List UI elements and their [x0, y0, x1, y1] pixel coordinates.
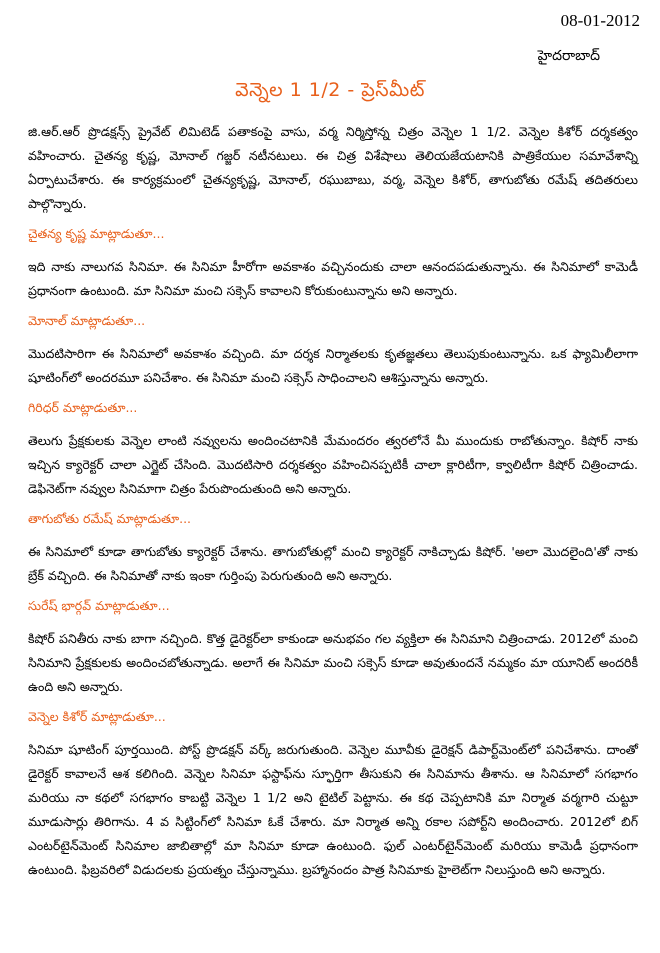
section-text-monal: మొదటిసారిగా ఈ సినిమాలో అవకాశం వచ్చింది. మా దర్శక నిర్మాతలకు కృతజ్ఞతలు తెలుపుకుంటున్నాను. ఒక ఫ్యామిలీలాగా షూటింగ్‌లో అందరమూ పనిచేశాం. ఈ సినిమా మంచి సక్సెస్ సాధించాలని ఆశిస్తున్నాను అన్నారు.	[28, 346, 638, 385]
section-text-chaitanya: ఇది నాకు నాలుగవ సినిమా. ఈ సినిమా హీరోగా అవకాశం వచ్చినందుకు చాలా ఆనందపడుతున్నాను. ఈ సినిమాలో కామెడీ ప్రధానంగా ఉంటుంది. మా సినిమా మంచి సక్సెస్ కావాలని కోరుకుంటున్నాను అని అన్నారు.	[28, 259, 638, 298]
section-heading-kishore: వెన్నెల కిశోర్ మాట్లాడుతూ...	[28, 709, 166, 724]
section-heading-monal: మోనాల్ మాట్లాడుతూ...	[28, 313, 146, 328]
section-heading-giridhar: గిరిధర్ మాట్లాడుతూ...	[28, 400, 138, 415]
section-heading-ramesh: తాగుబోతు రమేష్ మాట్లాడుతూ...	[28, 511, 192, 526]
section-text-ramesh: ఈ సినిమాలో కూడా తాగుబోతు క్యారెక్టర్ చేశాను. తాగుబోతుల్లో మంచి క్యారెక్టర్ నాకిచ్చాడు కిషోర్. 'అలా మొదలైంది'తో నాకు బ్రేక్ వచ్చింది. ఈ సినిమాతో నాకు ఇంకా గుర్తింపు పెరుగుతుంది అని అన్నారు.	[28, 544, 638, 583]
intro-paragraph: జి.ఆర్.ఆర్ ప్రొడక్షన్స్ ప్రైవేట్ లిమిటెడ్ పతాకంపై వాసు, వర్మ నిర్మిస్తోన్న చిత్రం వెన్నెల 1 1/2. వెన్నెల కిశోర్ దర్శకత్వం వహించారు. చైతన్య కృష్ణ, మోనాల్ గజ్జర్ నటీనటులు. ఈ చిత్ర విశేషాలు తెలియజేయటానికి పాత్రికేయుల సమావేశాన్ని ఏర్పాటుచేశారు. ఈ కార్యక్రమంలో చైతన్యకృష్ణ, మోనాల్, రఘుబాబు, వర్మ, వెన్నెల కిశోర్, తాగుబోతు రమేష్ తదితరులు పాల్గొన్నారు.	[28, 124, 638, 211]
section-heading-chaitanya: చైతన్య కృష్ణ మాట్లాడుతూ...	[28, 226, 165, 241]
section-text-kishore: సినిమా షూటింగ్ పూర్తయింది. పోస్ట్ ప్రొడక్షన్ వర్క్ జరుగుతుంది. వెన్నెల మూవీకు డైరెక్షన్ డిపార్ట్‌మెంట్‌లో పనిచేశాను. దాంతో డైరెక్టర్ కావాలనే ఆశ కలిగింది. వెన్నెల సినిమా ఫస్టాఫ్‌ను స్ఫూర్తిగా తీసుకుని ఈ సినిమాను తీశాను. ఆ సినిమాలో సగభాగం మరియు నా కథలో సగభాగం కాబట్టి వెన్నెల 1 1/2 అని టైటిల్ పెట్టాను. ఈ కథ చెప్పటానికి మా నిర్మాత వర్మగారి చుట్టూ మూడుసార్లు తిరిగాను. 4 వ సిట్టింగ్‌లో సినిమా ఓకే చేశారు. మా నిర్మాత అన్ని రకాల సపోర్ట్‌ని అందించారు. 2012లో బిగ్ ఎంటర్‌టైన్‌మెంట్ సినిమాల జాబితాల్లో మా సినిమా కూడా ఉంటుంది. ఫుల్ ఎంటర్‌టైన్‌మెంట్ మరియు కామెడీ ప్రధానంగా ఉంటుంది. ఫిబ్రవరిలో విడుదలకు ప్రయత్నం చేస్తున్నాము. బ్రహ్మానందం పాత్ర సినిమాకు హైలెట్‌గా నిలుస్తుంది అని అన్నారు.	[28, 742, 638, 877]
section-heading-suresh: సురేష్ భార్గవ్ మాట్లాడుతూ...	[28, 598, 170, 613]
place-text: హైదరాబాద్	[537, 48, 600, 64]
section-text-suresh: కిషోర్ పనితీరు నాకు బాగా నచ్చింది. కొత్త డైరెక్టర్‌లా కాకుండా అనుభవం గల వ్యక్తిలా ఈ సినిమాని చిత్రించాడు. 2012లో మంచి సినిమాని ప్రేక్షకులకు అందించబోతున్నాడు. అలాగే ఈ సినిమా మంచి సక్సెస్ కూడా అవుతుందనే నమ్మకం మా యూనిట్ అందరికీ ఉంది అని అన్నారు.	[28, 631, 638, 694]
section-text-giridhar: తెలుగు ప్రేక్షకులకు వెన్నెల లాంటి నవ్వులను అందించటానికి మేమందరం త్వరలోనే మీ ముందుకు రాబోతున్నాం. కిషోర్ నాకు ఇచ్చిన క్యారెక్టర్ చాలా ఎగ్జైట్ చేసింది. మొదటిసారి దర్శకత్వం వహించినప్పటికీ చాలా క్లారిటీగా, క్వాలిటీగా కిషోర్ చిత్రించాడు. డెఫినెట్‌గా నవ్వుల సినిమాగా చిత్రం పేరుపొందుతుంది అని అన్నారు.	[28, 433, 638, 496]
article-body	[28, 120, 638, 882]
page-title: వెన్నెల 1 1/2 - ప్రెస్‌మీట్	[235, 79, 425, 101]
date-text: 08-01-2012	[560, 11, 640, 30]
